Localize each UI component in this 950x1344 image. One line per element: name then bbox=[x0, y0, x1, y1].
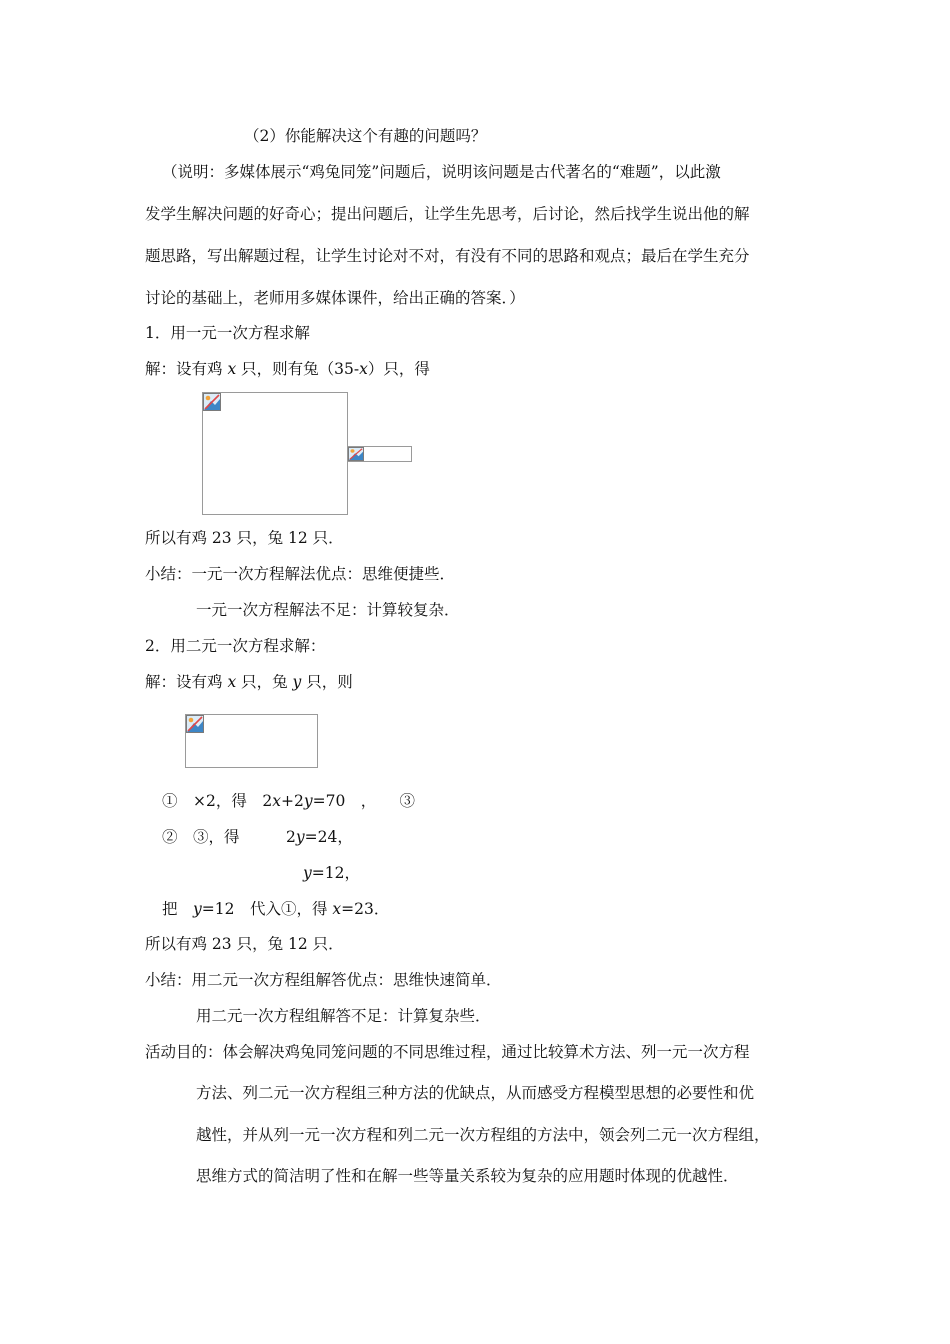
method-1-summary-disadvantage: 一元一次方程解法不足：计算较复杂． bbox=[196, 601, 460, 619]
note-line-3: 题思路，写出解题过程，让学生讨论对不对，有没有不同的思路和观点；最后在学生充分 bbox=[145, 247, 750, 265]
text-segment: 只，则 bbox=[301, 673, 353, 691]
text-segment: =70 ， ③ bbox=[312, 792, 416, 810]
note-line-1: （说明：多媒体展示“鸡兔同笼”问题后，说明该问题是古代著名的“难题”，以此激 bbox=[162, 163, 721, 181]
broken-image-icon bbox=[186, 715, 204, 733]
text-segment: ）只，得 bbox=[367, 360, 430, 378]
step-4 bbox=[162, 899, 389, 919]
step-2 bbox=[162, 827, 353, 847]
variable-y: y bbox=[292, 673, 302, 691]
broken-image-icon bbox=[348, 447, 364, 461]
activity-goal-line-3: 越性，并从列一元一次方程和列二元一次方程组的方法中，领会列二元一次方程组， bbox=[196, 1126, 770, 1144]
text-segment: =12 代入①，得 bbox=[201, 900, 333, 918]
text-segment: 把 bbox=[162, 900, 194, 918]
variable-x: x bbox=[359, 360, 368, 378]
equation-image-placeholder bbox=[202, 392, 348, 515]
equation-image-placeholder bbox=[347, 446, 412, 462]
method-2-result: 所以有鸡 23 只，兔 12 只． bbox=[145, 935, 344, 953]
text-segment: ② ③，得 2 bbox=[162, 828, 296, 846]
activity-goal-line-4: 思维方式的简洁明了性和在解一些等量关系较为复杂的应用题时体现的优越性． bbox=[196, 1167, 739, 1185]
method-2-title: 2．用二元一次方程求解： bbox=[145, 637, 326, 655]
broken-image-icon bbox=[203, 393, 221, 411]
text-segment: =24， bbox=[304, 828, 353, 846]
text-segment: =23． bbox=[341, 900, 390, 918]
text-segment: 只，兔 bbox=[236, 673, 293, 691]
variable-x: x bbox=[227, 360, 237, 378]
variable-x: x bbox=[332, 900, 342, 918]
note-line-2: 发学生解决问题的好奇心；提出问题后，让学生先思考，后讨论，然后找学生说出他的解 bbox=[145, 205, 750, 223]
equation-system-image-placeholder bbox=[185, 714, 318, 768]
method-1-solution bbox=[145, 359, 430, 379]
text-segment: 解：设有鸡 bbox=[145, 360, 228, 378]
step-1 bbox=[162, 791, 415, 811]
variable-y: y bbox=[193, 900, 202, 918]
variable-x: x bbox=[227, 673, 237, 691]
activity-goal-line-1: 活动目的：体会解决鸡兔同笼问题的不同思维过程，通过比较算术方法、列一元一次方程 bbox=[145, 1043, 750, 1061]
note-line-4: 讨论的基础上，老师用多媒体课件，给出正确的答案．） bbox=[145, 289, 525, 307]
variable-y: y bbox=[303, 864, 312, 882]
text-segment: =12， bbox=[311, 864, 360, 882]
text-segment: 解：设有鸡 bbox=[145, 673, 228, 691]
method-2-solution bbox=[145, 672, 353, 692]
text-segment: ① ×2，得 2 bbox=[162, 792, 273, 810]
method-1-result: 所以有鸡 23 只，兔 12 只． bbox=[145, 529, 344, 547]
variable-y: y bbox=[295, 828, 305, 846]
method-1-summary-advantage: 小结：一元一次方程解法优点：思维便捷些． bbox=[145, 565, 456, 583]
method-2-summary-disadvantage: 用二元一次方程组解答不足：计算复杂些． bbox=[196, 1007, 491, 1025]
text-segment: +2 bbox=[280, 792, 304, 810]
method-2-summary-advantage: 小结：用二元一次方程组解答优点：思维快速简单． bbox=[145, 971, 502, 989]
question-2: （2）你能解决这个有趣的问题吗？ bbox=[244, 127, 487, 145]
variable-x: x bbox=[272, 792, 281, 810]
variable-y: y bbox=[303, 792, 313, 810]
step-3 bbox=[303, 863, 360, 883]
method-1-title: 1．用一元一次方程求解 bbox=[145, 324, 310, 342]
text-segment: 只，则有兔（35- bbox=[236, 360, 360, 378]
activity-goal-line-2: 方法、列二元一次方程组三种方法的优缺点，从而感受方程模型思想的必要性和优 bbox=[196, 1084, 755, 1102]
